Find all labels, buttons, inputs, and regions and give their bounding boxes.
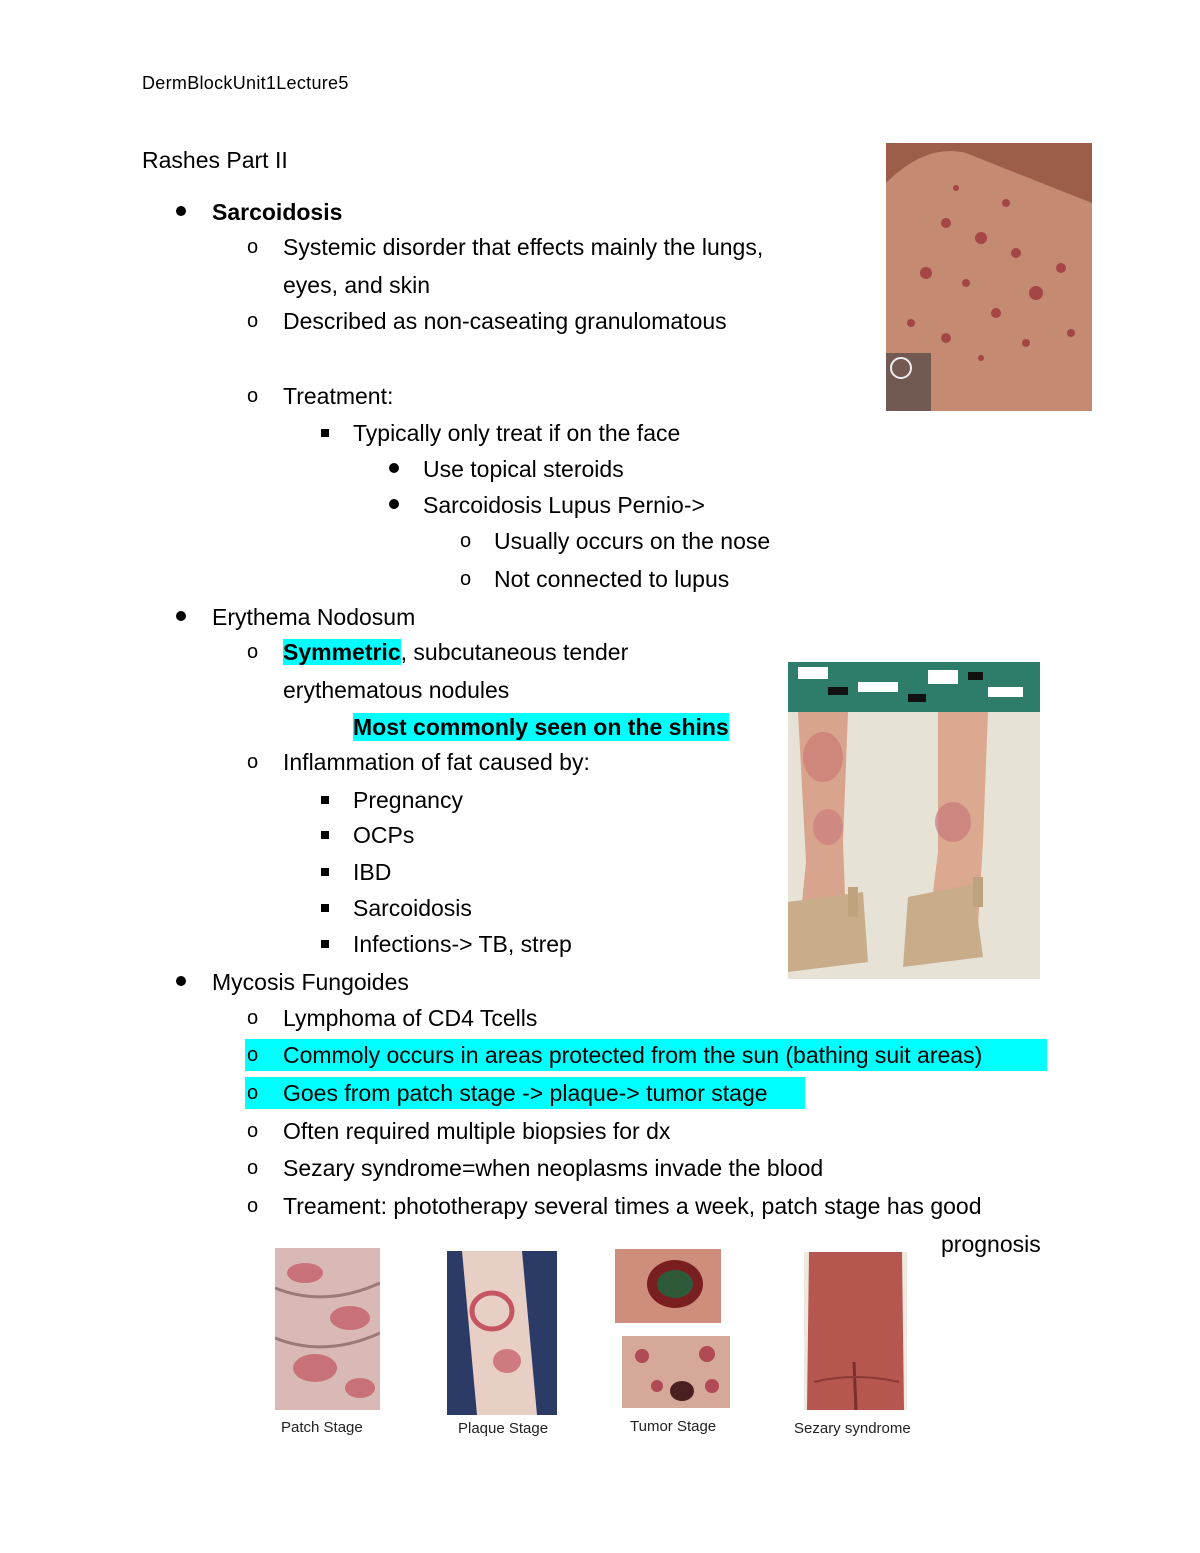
cause-item: IBD bbox=[353, 859, 392, 885]
sarcoidosis-skin-image bbox=[886, 143, 1092, 411]
circle-bullet: o bbox=[460, 568, 472, 590]
square-bullet bbox=[321, 940, 329, 948]
erythema-nodosum-photo bbox=[788, 662, 1040, 979]
sezary-syndrome-photo bbox=[804, 1252, 907, 1410]
bullet-dot bbox=[389, 499, 399, 509]
mycosis-item: Lymphoma of CD4 Tcells bbox=[283, 1005, 538, 1031]
erythema-line1-rest: , subcutaneous tender bbox=[400, 639, 629, 665]
circle-bullet: o bbox=[460, 530, 472, 552]
tumor-stage-image-1 bbox=[615, 1249, 721, 1323]
document-header: DermBlockUnit1Lecture5 bbox=[142, 73, 349, 93]
circle-bullet: o bbox=[247, 236, 259, 258]
erythema-line1 bbox=[283, 638, 628, 666]
mycosis-item: Sezary syndrome=when neoplasms invade the blood bbox=[283, 1155, 824, 1181]
cause-item: Infections-> TB, strep bbox=[353, 931, 572, 957]
sarcoidosis-treatment: Treatment: bbox=[283, 383, 394, 409]
circle-bullet: o bbox=[247, 310, 259, 332]
sarcoidosis-line1: Systemic disorder that effects mainly the lungs, bbox=[283, 234, 764, 260]
circle-bullet: o bbox=[247, 385, 259, 407]
page-title: Rashes Part II bbox=[142, 147, 288, 173]
circle-bullet: o bbox=[247, 1120, 259, 1142]
square-bullet bbox=[321, 904, 329, 912]
tumor-stage-image-2 bbox=[622, 1336, 730, 1408]
bullet-dot bbox=[176, 206, 186, 216]
circle-bullet: o bbox=[247, 1082, 259, 1104]
shins-highlight: Most commonly seen on the shins bbox=[353, 714, 729, 740]
bullet-dot bbox=[176, 976, 186, 986]
sarcoidosis-heading: Sarcoidosis bbox=[212, 199, 343, 225]
mycosis-item-highlight: Commoly occurs in areas protected from the sun (bathing suit areas) bbox=[283, 1042, 983, 1068]
mycosis-item-highlight: Goes from patch stage -> plaque-> tumor stage bbox=[283, 1080, 768, 1106]
cause-item: OCPs bbox=[353, 822, 415, 848]
sezary-syndrome-image bbox=[804, 1252, 907, 1410]
square-bullet bbox=[321, 796, 329, 804]
square-bullet bbox=[321, 429, 329, 437]
sarcoidosis-lupus: Not connected to lupus bbox=[494, 566, 730, 592]
bullet-dot bbox=[176, 611, 186, 621]
mycosis-item: Often required multiple biopsies for dx bbox=[283, 1118, 671, 1144]
square-bullet bbox=[321, 868, 329, 876]
tumor-stage-photo-1 bbox=[615, 1249, 721, 1323]
plaque-stage-caption: Plaque Stage bbox=[458, 1420, 549, 1437]
square-bullet bbox=[321, 831, 329, 839]
erythema-heading: Erythema Nodosum bbox=[212, 604, 416, 630]
patch-stage-caption: Patch Stage bbox=[281, 1419, 363, 1436]
sarcoidosis-nose: Usually occurs on the nose bbox=[494, 528, 771, 554]
circle-bullet: o bbox=[247, 641, 259, 663]
cause-item: Pregnancy bbox=[353, 787, 463, 813]
sarcoidosis-treat-sub: Typically only treat if on the face bbox=[353, 420, 681, 446]
mycosis-heading: Mycosis Fungoides bbox=[212, 969, 409, 995]
erythema-inflammation: Inflammation of fat caused by: bbox=[283, 749, 590, 775]
circle-bullet: o bbox=[247, 1007, 259, 1029]
sarcoidosis-photo bbox=[886, 143, 1092, 411]
sarcoidosis-steroids: Use topical steroids bbox=[423, 456, 624, 482]
circle-bullet: o bbox=[247, 751, 259, 773]
circle-bullet: o bbox=[247, 1044, 259, 1066]
tumor-stage-caption: Tumor Stage bbox=[630, 1418, 717, 1435]
sarcoidosis-line1b: eyes, and skin bbox=[283, 272, 431, 298]
symmetric-highlight: Symmetric bbox=[283, 639, 401, 665]
sarcoidosis-pernio: Sarcoidosis Lupus Pernio-> bbox=[423, 492, 705, 518]
tumor-stage-photo-2 bbox=[622, 1336, 730, 1408]
legs-image bbox=[788, 662, 1040, 979]
bullet-dot bbox=[389, 463, 399, 473]
circle-bullet: o bbox=[247, 1195, 259, 1217]
cause-item: Sarcoidosis bbox=[353, 895, 472, 921]
plaque-stage-image bbox=[447, 1251, 557, 1415]
plaque-stage-photo bbox=[447, 1251, 557, 1415]
patch-stage-image bbox=[275, 1248, 380, 1410]
mycosis-prognosis: prognosis bbox=[941, 1231, 1041, 1257]
circle-bullet: o bbox=[247, 1157, 259, 1179]
erythema-line1b: erythematous nodules bbox=[283, 677, 510, 703]
sarcoidosis-line2: Described as non-caseating granulomatous bbox=[283, 308, 727, 334]
sezary-syndrome-caption: Sezary syndrome bbox=[794, 1420, 911, 1437]
mycosis-item: Treament: phototherapy several times a week, patch stage has good bbox=[283, 1193, 982, 1219]
patch-stage-photo bbox=[275, 1248, 380, 1410]
